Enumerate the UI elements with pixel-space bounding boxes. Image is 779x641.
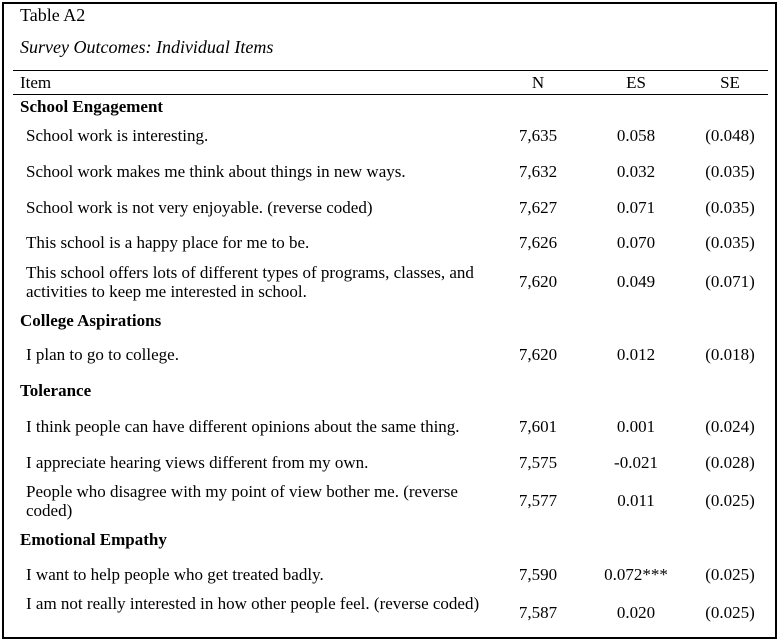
- es-value: -0.021: [614, 453, 658, 472]
- n-value: 7,590: [518, 565, 558, 584]
- item-label: I am not really interested in how other people feel. (reverse coded): [26, 594, 480, 613]
- se-value: (0.035): [705, 162, 755, 181]
- n-value: 7,620: [518, 345, 558, 364]
- header-se: SE: [720, 73, 740, 92]
- item-label: I want to help people who get treated badly.: [26, 565, 324, 584]
- item-label: This school offers lots of different types of programs, classes, and activities to keep me interested in school.: [26, 263, 474, 301]
- se-value: (0.071): [705, 272, 755, 291]
- se-value: (0.028): [705, 453, 755, 472]
- se-value: (0.025): [705, 603, 755, 622]
- section-school-engagement: School Engagement: [20, 97, 164, 116]
- item-label: I plan to go to college.: [26, 345, 179, 364]
- item-label: School work makes me think about things in new ways.: [26, 162, 406, 181]
- item-label: School work is not very enjoyable. (reverse coded): [26, 198, 373, 217]
- section-tolerance: Tolerance: [20, 381, 92, 400]
- se-value: (0.025): [705, 491, 755, 510]
- section-college-aspirations: College Aspirations: [20, 311, 162, 330]
- n-value: 7,620: [518, 272, 558, 291]
- header-rule: [13, 94, 768, 95]
- es-value: 0.049: [616, 272, 656, 291]
- es-value: 0.071: [616, 198, 656, 217]
- header-n: N: [531, 73, 545, 92]
- es-value: 0.001: [616, 417, 656, 436]
- item-label: I appreciate hearing views different from my own.: [26, 453, 369, 472]
- se-value: (0.048): [705, 126, 755, 145]
- se-value: (0.035): [705, 198, 755, 217]
- se-value: (0.025): [705, 565, 755, 584]
- n-value: 7,577: [518, 491, 558, 510]
- n-value: 7,601: [518, 417, 558, 436]
- header-es: ES: [626, 73, 646, 92]
- es-value: 0.011: [617, 491, 655, 510]
- es-value: 0.072***: [604, 565, 668, 584]
- se-value: (0.035): [705, 233, 755, 252]
- table-title: Survey Outcomes: Individual Items: [20, 37, 274, 57]
- n-value: 7,635: [518, 126, 558, 145]
- n-value: 7,626: [518, 233, 558, 252]
- se-value: (0.018): [705, 345, 755, 364]
- item-label: People who disagree with my point of view bother me. (reverse coded): [26, 482, 458, 520]
- n-value: 7,575: [518, 453, 558, 472]
- header-item: Item: [20, 73, 52, 92]
- se-value: (0.024): [705, 417, 755, 436]
- n-value: 7,587: [518, 603, 558, 622]
- item-label: School work is interesting.: [26, 126, 209, 145]
- es-value: 0.070: [616, 233, 656, 252]
- es-value: 0.020: [616, 603, 656, 622]
- es-value: 0.058: [616, 126, 656, 145]
- section-emotional-empathy: Emotional Empathy: [20, 530, 167, 549]
- es-value: 0.012: [616, 345, 656, 364]
- n-value: 7,627: [518, 198, 558, 217]
- table-number: Table A2: [20, 5, 86, 25]
- top-rule: [13, 70, 768, 71]
- es-value: 0.032: [616, 162, 656, 181]
- n-value: 7,632: [518, 162, 558, 181]
- item-label: This school is a happy place for me to be.: [26, 233, 310, 252]
- item-label: I think people can have different opinions about the same thing.: [26, 417, 460, 436]
